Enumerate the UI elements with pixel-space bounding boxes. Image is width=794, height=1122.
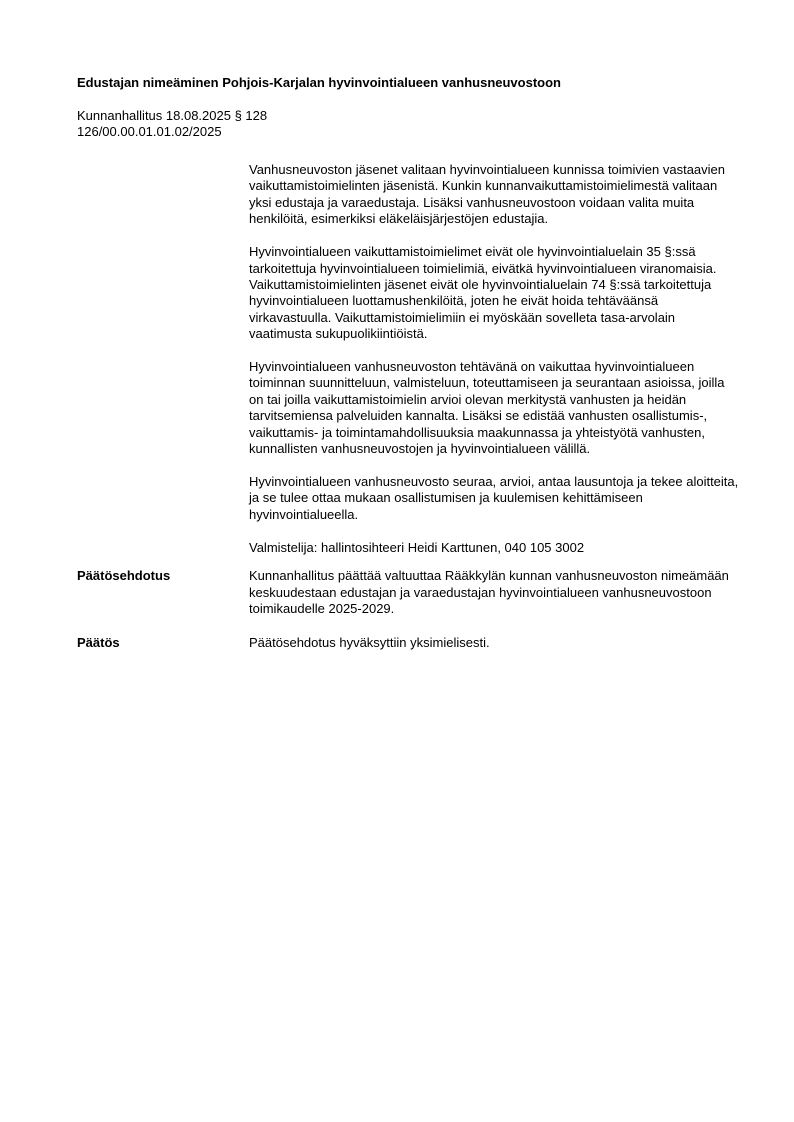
decision-section	[77, 635, 737, 651]
meeting-reference: Kunnanhallitus 18.08.2025 § 128	[77, 108, 268, 123]
document-page	[77, 75, 737, 652]
paragraph-members: Vanhusneuvoston jäsenet valitaan hyvinvointialueen kunnissa toimivien vastaavien vaikuttamistoimielinten jäsenistä. Kunkin kunnanvaikuttamistoimielimestä valitaan yksi edustaja ja varaedustaja. Lisäksi vanhusneuvostoon voidaan valita muita henkilöitä, esimerkiksi eläkeläisjärjestöjen edustajia.	[249, 162, 726, 227]
paragraph-tasks: Hyvinvointialueen vanhusneuvoston tehtävänä on vaikuttaa hyvinvointialueen toiminnan suunnitteluun, valmisteluun, toteuttamiseen ja seurantaan asioissa, joilla on tai joilla vaikuttamistoimielin arvioi olevan merkitystä vanhusten ja heidän tarvitsemiensa palveluiden kannalta. Lisäksi se edistää vanhusten osallistumis-, vaikuttamis- ja toimintamahdollisuuksia maakunnassa ja yhteistyötä vanhusten, kunnallisten vanhusneuvostojen ja hyvinvointialueen välillä.	[249, 359, 725, 457]
document-title: Edustajan nimeäminen Pohjois-Karjalan hyvinvointialueen vanhusneuvostoon	[77, 75, 561, 90]
record-number: 126/00.00.01.01.02/2025	[77, 123, 222, 139]
proposal-section	[77, 568, 737, 617]
document-body	[249, 162, 739, 556]
proposal-text: Kunnanhallitus päättää valtuuttaa Rääkkylän kunnan vanhusneuvoston nimeämään keskuudestaan edustajan ja varaedustajan hyvinvointialueen vanhusneuvostoon toimikaudelle 2025-2029.	[249, 568, 729, 616]
meeting-info	[77, 108, 737, 139]
decision-label: Päätös	[77, 635, 120, 651]
paragraph-activities: Hyvinvointialueen vanhusneuvosto seuraa, arvioi, antaa lausuntoja ja tekee aloitteita, ja se tulee ottaa mukaan osallistumisen ja kuulemisen kehittämiseen hyvinvointialueella.	[249, 474, 739, 522]
preparer-line: Valmistelija: hallintosihteeri Heidi Karttunen, 040 105 3002	[249, 539, 585, 555]
paragraph-legal-status: Hyvinvointialueen vaikuttamistoimielimet eivät ole hyvinvointialuelain 35 §:ssä tarkoitettuja hyvinvointialueen toimielimiä, eivätkä hyvinvointialueen viranomaisia. Vaikuttamistoimielinten jäsenet eivät ole hyvinvointialuelain 74 §:ssä tarkoitettuja hyvinvointialueen luottamushenkilöitä, joten he eivät hoida tehtäväänsä virkavastuulla. Vaikuttamistoimielimiin ei myöskään sovelleta tasa-arvolain vaatimusta sukupuolikiintiöistä.	[249, 244, 717, 342]
proposal-label: Päätösehdotus	[77, 568, 171, 584]
decision-text: Päätösehdotus hyväksyttiin yksimielisesti.	[249, 635, 490, 651]
